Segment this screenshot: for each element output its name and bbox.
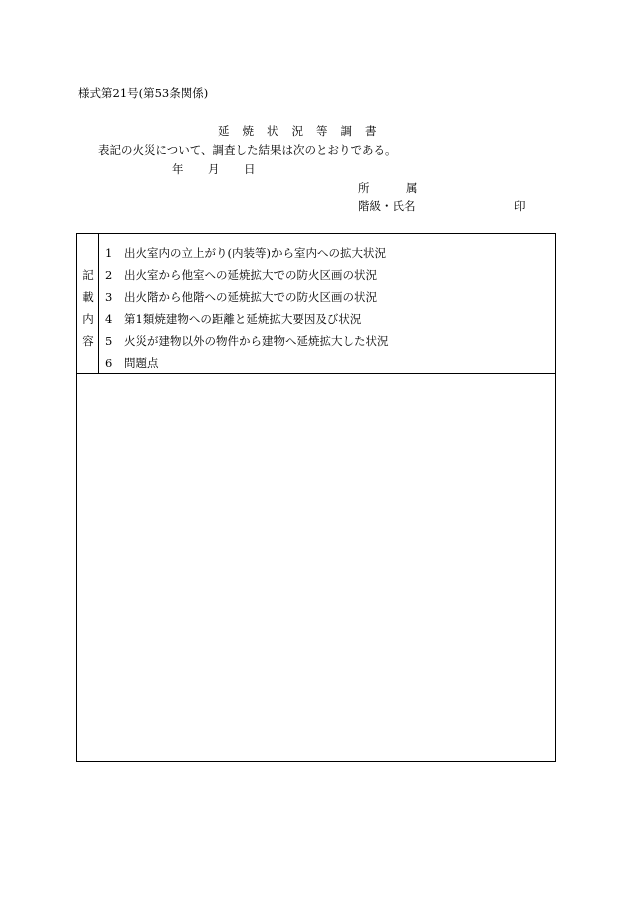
item-number: 2 (105, 268, 113, 282)
side-label (82, 264, 94, 352)
document-title (218, 124, 390, 138)
title-char: 状 (267, 124, 279, 138)
list-item (105, 286, 389, 308)
affiliation-label-1: 所 (358, 181, 370, 195)
title-char: 況 (291, 124, 303, 138)
item-number: 3 (105, 290, 113, 304)
title-char: 等 (316, 124, 328, 138)
rank-name-label: 階級・氏名 (358, 199, 416, 213)
item-number: 5 (105, 334, 113, 348)
seal-label: 印 (514, 199, 526, 213)
affiliation-line (358, 181, 418, 195)
rank-name-line (358, 199, 526, 213)
item-number: 6 (105, 356, 113, 370)
item-text: 問題点 (124, 356, 159, 370)
side-label-char: 内 (82, 312, 94, 326)
title-char: 焼 (242, 124, 254, 138)
item-text: 出火室内の立上がり(内装等)から室内への拡大状況 (124, 246, 386, 260)
intro-text: 表記の火災について、調査した結果は次のとおりである。 (98, 143, 397, 157)
side-label-char: 記 (82, 268, 94, 282)
item-text: 出火室から他室への延焼拡大での防火区画の状況 (124, 268, 377, 282)
date-day-label: 日 (244, 162, 256, 176)
item-text: 火災が建物以外の物件から建物へ延焼拡大した状況 (124, 334, 389, 348)
affiliation-label-2: 属 (406, 181, 418, 195)
content-area[interactable] (77, 374, 555, 761)
list-item (105, 264, 389, 286)
item-list (105, 242, 389, 374)
item-number: 1 (105, 246, 113, 260)
title-char: 調 (340, 124, 352, 138)
date-line (172, 162, 256, 176)
column-divider (98, 234, 99, 373)
list-item (105, 352, 389, 374)
item-number: 4 (105, 312, 113, 326)
title-char: 書 (365, 124, 377, 138)
side-label-char: 容 (82, 334, 94, 348)
content-box (76, 233, 556, 762)
list-item (105, 242, 389, 264)
side-label-char: 載 (82, 290, 94, 304)
item-text: 出火階から他階への延焼拡大での防火区画の状況 (124, 290, 377, 304)
date-month-label: 月 (208, 162, 220, 176)
date-year-label: 年 (172, 162, 184, 176)
item-text: 第1類焼建物への距離と延焼拡大要因及び状況 (124, 312, 362, 326)
list-item (105, 330, 389, 352)
title-char: 延 (218, 124, 230, 138)
form-number: 様式第21号(第53条関係) (78, 86, 209, 100)
list-item (105, 308, 389, 330)
